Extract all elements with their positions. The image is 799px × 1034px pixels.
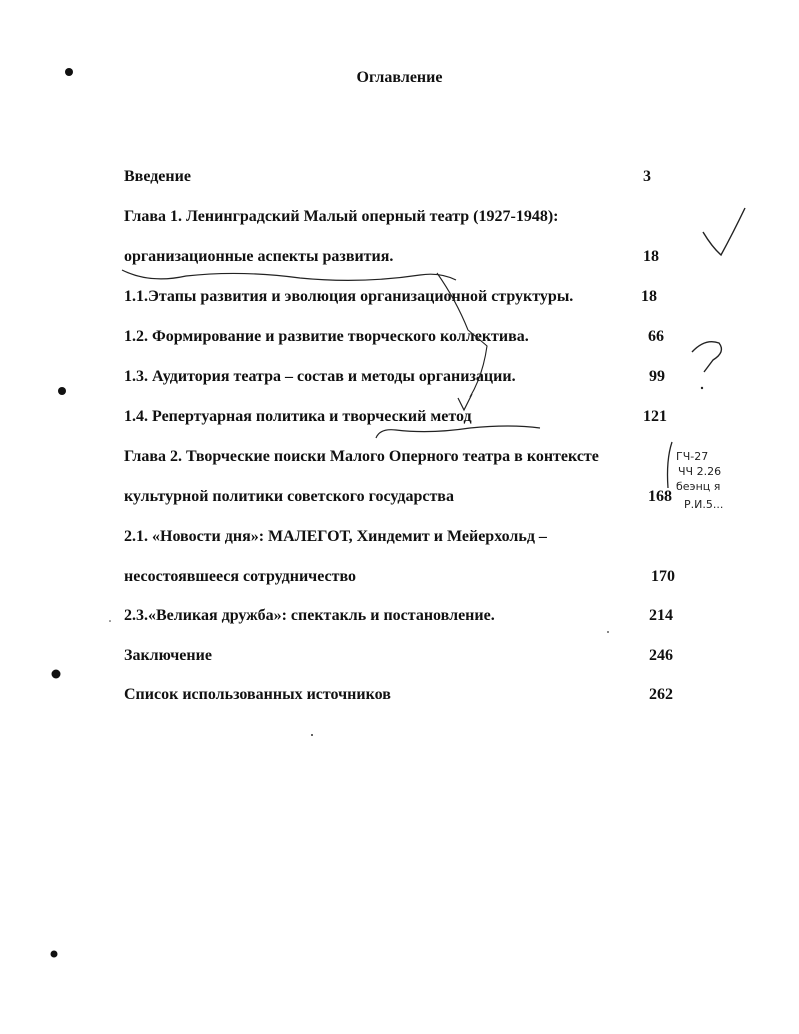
toc-entry-chapter-2-cont: культурной политики советского государства [124, 488, 454, 505]
punch-hole-mark [51, 951, 58, 958]
toc-page-number: 170 [651, 568, 675, 585]
margin-note-line: Р.И.5... [684, 498, 724, 511]
punch-hole-mark [58, 387, 66, 395]
toc-page-number: 121 [643, 408, 667, 425]
toc-page-number: 246 [649, 647, 673, 664]
scan-speck [109, 620, 111, 622]
toc-entry-bibliography: Список использованных источников [124, 686, 391, 703]
margin-note-line: беэнц я [676, 480, 721, 493]
toc-entry-chapter-2: Глава 2. Творческие поиски Малого Оперного театра в контексте [124, 448, 599, 465]
punch-hole-mark [52, 670, 61, 679]
question-mark-icon [692, 342, 721, 372]
toc-page-number: 3 [643, 168, 651, 185]
bracket-mark [668, 442, 673, 488]
toc-entry-chapter-1-cont: организационные аспекты развития. [124, 248, 394, 265]
toc-page-number: 262 [649, 686, 673, 703]
toc-page-number: 18 [643, 248, 659, 265]
toc-entry-section-1-3: 1.3. Аудитория театра – состав и методы организации. [124, 368, 516, 385]
wavy-underline [122, 270, 456, 280]
margin-note-line: ЧЧ 2.26 [678, 465, 722, 478]
margin-note-line: ГЧ-27 [676, 450, 709, 463]
toc-entry-section-1-2: 1.2. Формирование и развитие творческого коллектива. [124, 328, 529, 345]
toc-entry-conclusion: Заключение [124, 647, 212, 664]
toc-page-number: 168 [648, 488, 672, 505]
scan-speck [607, 631, 609, 633]
toc-entry-introduction: Введение [124, 168, 191, 185]
page-title: Оглавление [356, 69, 443, 86]
scan-speck [311, 734, 313, 736]
toc-entry-section-1-4: 1.4. Репертуарная политика и творческий метод [124, 408, 472, 425]
toc-page-number: 99 [649, 368, 665, 385]
toc-entry-section-1-1: 1.1.Этапы развития и эволюция организационной структуры. [124, 288, 574, 305]
toc-entry-section-2-1: 2.1. «Новости дня»: МАЛЕГОТ, Хиндемит и Мейерхольд – [124, 528, 547, 545]
toc-entry-section-2-3: 2.3.«Великая дружба»: спектакль и постановление. [124, 607, 495, 624]
toc-page-number: 66 [648, 328, 664, 345]
check-mark-icon [703, 208, 745, 255]
toc-page-number: 214 [649, 607, 673, 624]
wavy-underline [376, 426, 540, 438]
toc-entry-section-2-1-cont: несостоявшееся сотрудничество [124, 568, 356, 585]
toc-page-number: 18 [641, 288, 657, 305]
toc-entry-chapter-1: Глава 1. Ленинградский Малый оперный театр (1927-1948): [124, 208, 559, 225]
question-mark-dot [701, 387, 703, 389]
